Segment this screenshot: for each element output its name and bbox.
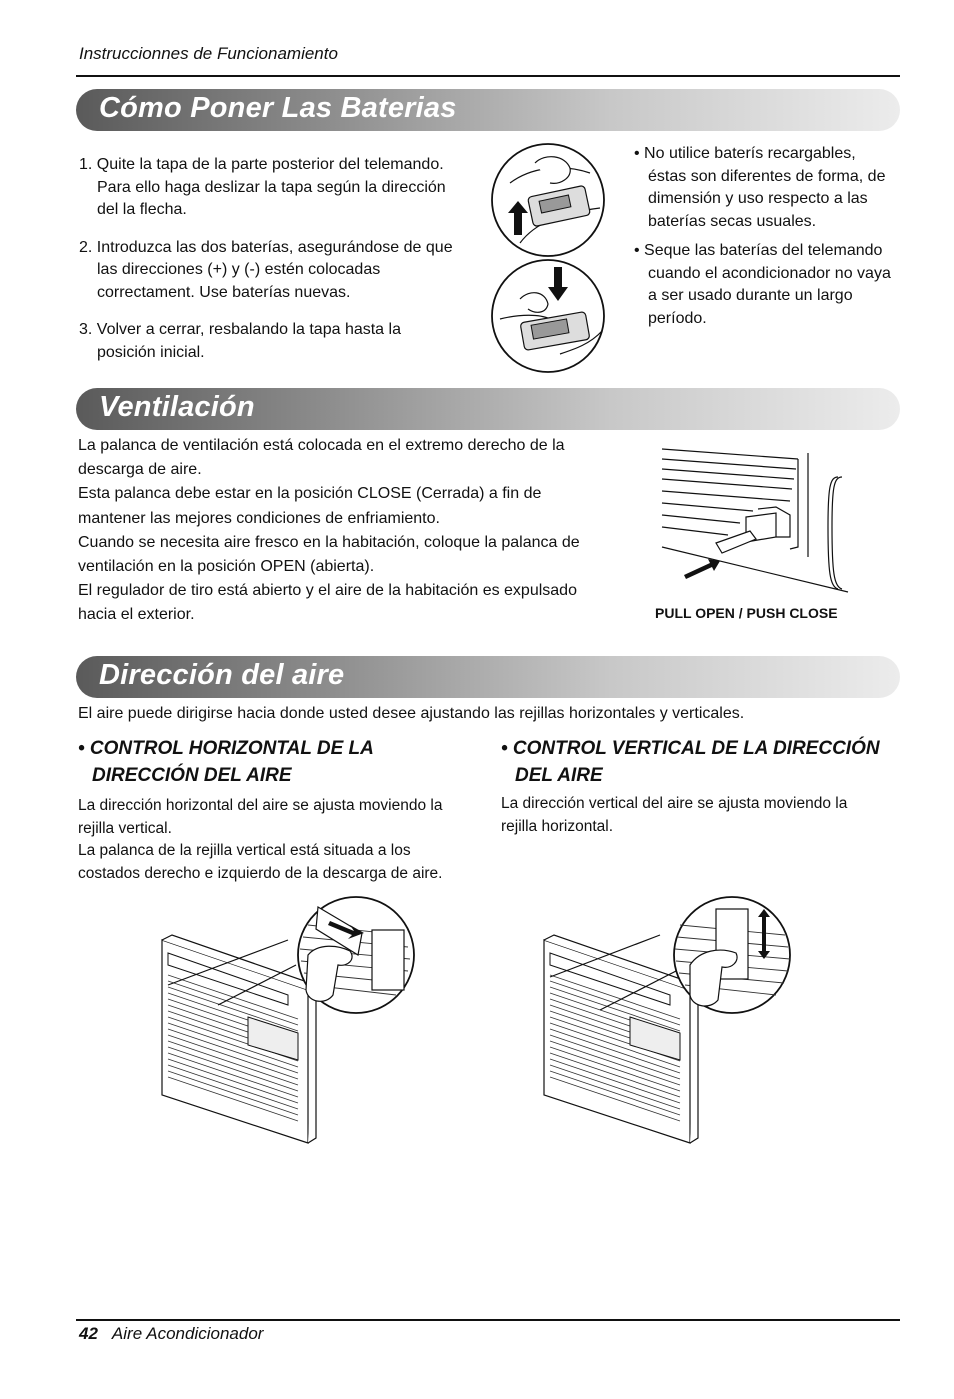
footer-rule <box>76 1319 900 1321</box>
air-conditioner-vertical-icon <box>540 895 802 1145</box>
vent-lever-caption: PULL OPEN / PUSH CLOSE <box>655 605 838 621</box>
horizontal-control-paragraph-2: La palanca de la rejilla vertical está situada a los costados derecho e izquierdo de la descarga de aire. <box>78 842 443 882</box>
battery-note-1: • No utilice baterís recargables, éstas son diferentes de forma, de dimensión y uso respecto a las baterías secas usuales. <box>634 145 886 230</box>
remote-battery-cover-open-icon <box>490 143 610 258</box>
ventilation-paragraph-1: La palanca de ventilación está colocada en el extremo derecho de la descarga de aire. <box>78 437 565 479</box>
air-conditioner-horizontal-icon <box>158 895 420 1145</box>
direction-intro: El aire puede dirigirse hacia donde usted desee ajustando las rejillas horizontales y verticales. <box>78 705 745 722</box>
section-banner-ventilacion <box>76 388 900 430</box>
footer-label: Aire Acondicionador <box>111 1324 264 1343</box>
ventilation-paragraph-2: Esta palanca debe estar en la posición CLOSE (Cerrada) a fin de mantener las mejores condiciones de enfriamiento. <box>78 485 542 527</box>
remote-battery-insert-icon <box>490 259 610 374</box>
battery-notes <box>634 143 896 330</box>
horizontal-control-heading: • CONTROL HORIZONTAL DE LA DIRECCIÓN DEL AIRE <box>78 738 374 786</box>
page-header-title: Instruccionnes de Funcionamiento <box>79 44 338 63</box>
ventilation-paragraph-3: Cuando se necesita aire fresco en la habitación, coloque la palanca de ventilación en la posición OPEN (abierta). <box>78 533 580 576</box>
battery-note-2: • Seque las baterías del telemando cuando el acondicionador no vaya a ser usado durante un largo período. <box>634 242 891 327</box>
section-title-baterias: Cómo Poner Las Baterias <box>99 92 457 124</box>
section-banner-direccion <box>76 656 900 698</box>
ventilation-text <box>78 434 598 628</box>
battery-step-1: 1. Quite la tapa de la parte posterior del telemando. Para ello haga deslizar la tapa según la dirección del la flecha. <box>79 156 446 218</box>
battery-step-2: 2. Introduzca las dos baterías, asegurándose de que las direcciones (+) y (-) estén colocadas correctament. Use baterías nuevas. <box>79 238 453 301</box>
vent-lever-icon <box>658 447 848 597</box>
page-number: 42 <box>79 1324 98 1343</box>
section-title-ventilacion: Ventilación <box>99 391 255 423</box>
page-footer <box>79 1324 263 1344</box>
battery-step-3: 3. Volver a cerrar, resbalando la tapa hasta la posición inicial. <box>79 321 401 361</box>
vertical-control-block <box>501 735 901 838</box>
battery-steps <box>79 154 464 364</box>
section-title-direccion: Dirección del aire <box>99 659 345 691</box>
ventilation-paragraph-4: El regulador de tiro está abierto y el aire de la habitación es expulsado hacia el exterior. <box>78 582 577 624</box>
vertical-control-paragraph-1: La dirección vertical del aire se ajusta moviendo la rejilla horizontal. <box>501 795 848 835</box>
header-rule <box>76 75 900 77</box>
horizontal-control-paragraph-1: La dirección horizontal del aire se ajusta moviendo la rejilla vertical. <box>78 797 443 837</box>
horizontal-control-block <box>78 735 473 885</box>
vertical-control-heading: • CONTROL VERTICAL DE LA DIRECCIÓN DEL AIRE <box>501 738 880 786</box>
section-banner-baterias <box>76 89 900 131</box>
